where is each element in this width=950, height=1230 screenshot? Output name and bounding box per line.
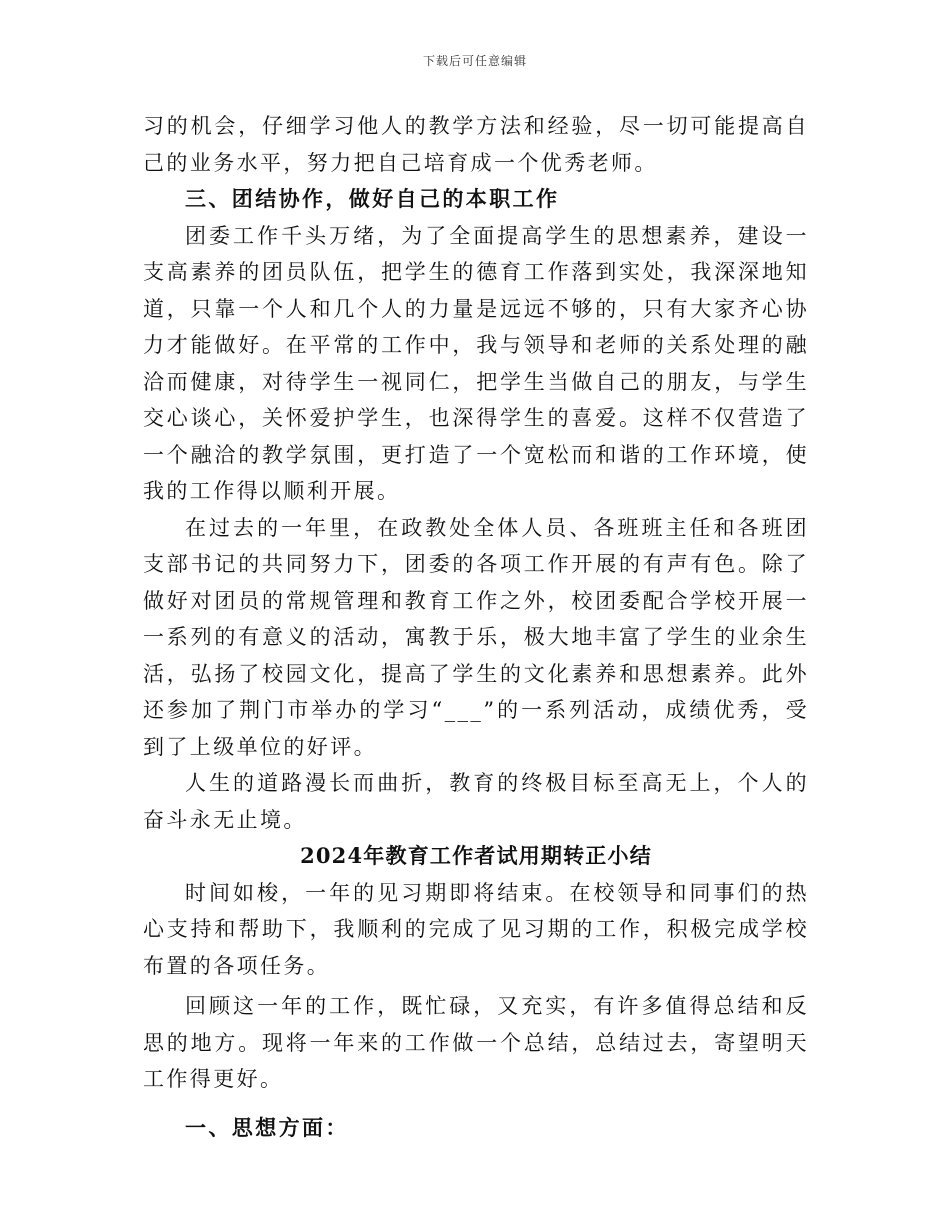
page-header: 下载后可任意编辑 (422, 54, 527, 68)
paragraph-intro: 时间如梭，一年的见习期即将结束。在校领导和同事们的热心支持和帮助下，我顺利的完成了见习期的工作，积极完成学校布置的各项任务。 (143, 880, 809, 978)
spacer (143, 1098, 809, 1110)
section-heading-3: 三、团结协作，做好自己的本职工作 (185, 186, 560, 211)
paragraph-team-work: 团委工作千头万绪，为了全面提高学生的思想素养，建设一支高素养的团员队伍，把学生的德育工作落到实处，我深深地知道，只靠一个人和几个人的力量是远远不够的，只有大家齐心协力才能做好。在平常的工作中，我与领导和老师的关系处理的融洽而健康，对待学生一视同仁，把学生当做自己的朋友，与学生交心谈心，关怀爱护学生，也深得学生的喜爱。这样不仅营造了一个融洽的教学氛围，更打造了一个宽松而和谐的工作环境，使我的工作得以顺利开展。 (143, 223, 809, 503)
paragraph-conclusion: 人生的道路漫长而曲折，教育的终极目标至高无上，个人的奋斗永无止境。 (143, 771, 809, 832)
section-heading-1: 一、思想方面： (185, 1114, 349, 1140)
paragraph-review: 回顾这一年的工作，既忙碌，又充实，有许多值得总结和反思的地方。现将一年来的工作做一个总结，总结过去，寄望明天工作得更好。 (143, 994, 809, 1091)
document-title: 2024年教育工作者试用期转正小结 (300, 843, 652, 868)
document-body (143, 108, 809, 1146)
paragraph-continuation: 习的机会，仔细学习他人的教学方法和经验，尽一切可能提高自己的业务水平，努力把自己培育成一个优秀老师。 (143, 114, 809, 175)
paragraph-past-year: 在过去的一年里，在政教处全体人员、各班班主任和各班团支部书记的共同努力下，团委的各项工作开展的有声有色。除了做好对团员的常规管理和教育工作之外，校团委配合学校开展一一系列的有意义的活动，寓教于乐，极大地丰富了学生的业余生活，弘扬了校园文化，提高了学生的文化素养和思想素养。此外还参加了荆门市举办的学习“___”的一系列活动，成绩优秀，受到了上级单位的好评。 (143, 515, 809, 759)
